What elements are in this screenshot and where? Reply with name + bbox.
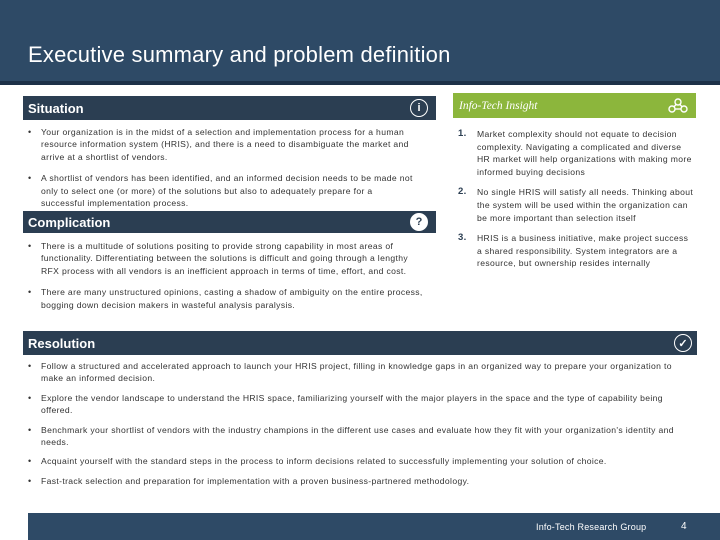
item-number: 3. — [458, 232, 467, 244]
list-item: • A shortlist of vendors has been identified, and an informed decision needs to be made not only to select one (or more) of the solutions but also to adequately prepare for a successful implementation process. — [26, 172, 418, 209]
list-item: • Your organization is in the midst of a selection and implementation process for a human resource information system (HRIS), and there is a need to disambiguate the market and arrive at a shortlist of vendors. — [26, 126, 418, 163]
insight-list — [455, 128, 695, 278]
list-item — [455, 232, 695, 270]
situation-list — [26, 126, 418, 218]
situation-heading: Situation — [28, 100, 84, 116]
item-number: 1. — [458, 128, 467, 139]
complication-list — [26, 240, 428, 320]
checkmark-icon: ✓ — [674, 334, 692, 352]
list-item — [455, 186, 695, 224]
network-icon — [668, 98, 688, 113]
page-title: Executive summary and problem definition — [28, 42, 451, 67]
list-item: • Benchmark your shortlist of vendors with the industry champions in the different use cases and evaluate how they fit with your organization's identity and needs. — [26, 424, 688, 449]
resolution-heading: Resolution — [28, 335, 96, 351]
insight-heading: Info-Tech Insight — [459, 99, 538, 112]
complication-header — [23, 211, 436, 233]
resolution-list — [26, 360, 688, 494]
item-number: 2. — [458, 186, 467, 198]
list-item: • There are many unstructured opinions, casting a shadow of ambiguity on the entire process, bogging down decision makers in wasteful analysis paralysis. — [26, 286, 428, 311]
list-item: • Fast-track selection and preparation for implementation with a proven business-partnered methodology. — [26, 475, 688, 487]
footer-brand: Info-Tech Research Group — [536, 522, 647, 532]
page-number: 4 — [681, 521, 687, 532]
question-icon: ? — [410, 213, 428, 231]
item-text: Market complexity should not equate to decision complexity. Navigating a complicated and diverse HR market will help organizations with making more informed buying decisions — [477, 129, 692, 177]
footer — [0, 513, 720, 540]
item-text: No single HRIS will satisfy all needs. Thinking about the system will be used within the organization can be more important than selection itself — [477, 187, 694, 223]
complication-heading: Complication — [28, 214, 111, 230]
list-item: • Explore the vendor landscape to understand the HRIS space, familiarizing yourself with the major players in the space and the type of capability being offered. — [26, 392, 688, 417]
item-text: HRIS is a business initiative, make project success a shared responsibility. System integrators are a resource, but ownership resides internally — [477, 233, 689, 269]
list-item: • There is a multitude of solutions positing to provide strong capability in most areas of functionality. Differentiating between the solutions is difficult and going through a lengthy RFX process with all vendors is an inefficient approach in terms of time, effort, and cost. — [26, 240, 428, 277]
list-item: • Acquaint yourself with the standard steps in the process to inform decisions related to successfully implementing your solution of choice. — [26, 455, 688, 467]
list-item: • Follow a structured and accelerated approach to launch your HRIS project, filling in knowledge gaps in an organized way to prepare your organization to make an informed decision. — [26, 360, 688, 385]
situation-header — [23, 96, 436, 120]
info-icon: i — [410, 99, 428, 117]
title-bar — [0, 0, 720, 85]
list-item — [455, 128, 695, 178]
resolution-header — [23, 331, 697, 355]
insight-header — [453, 93, 696, 118]
